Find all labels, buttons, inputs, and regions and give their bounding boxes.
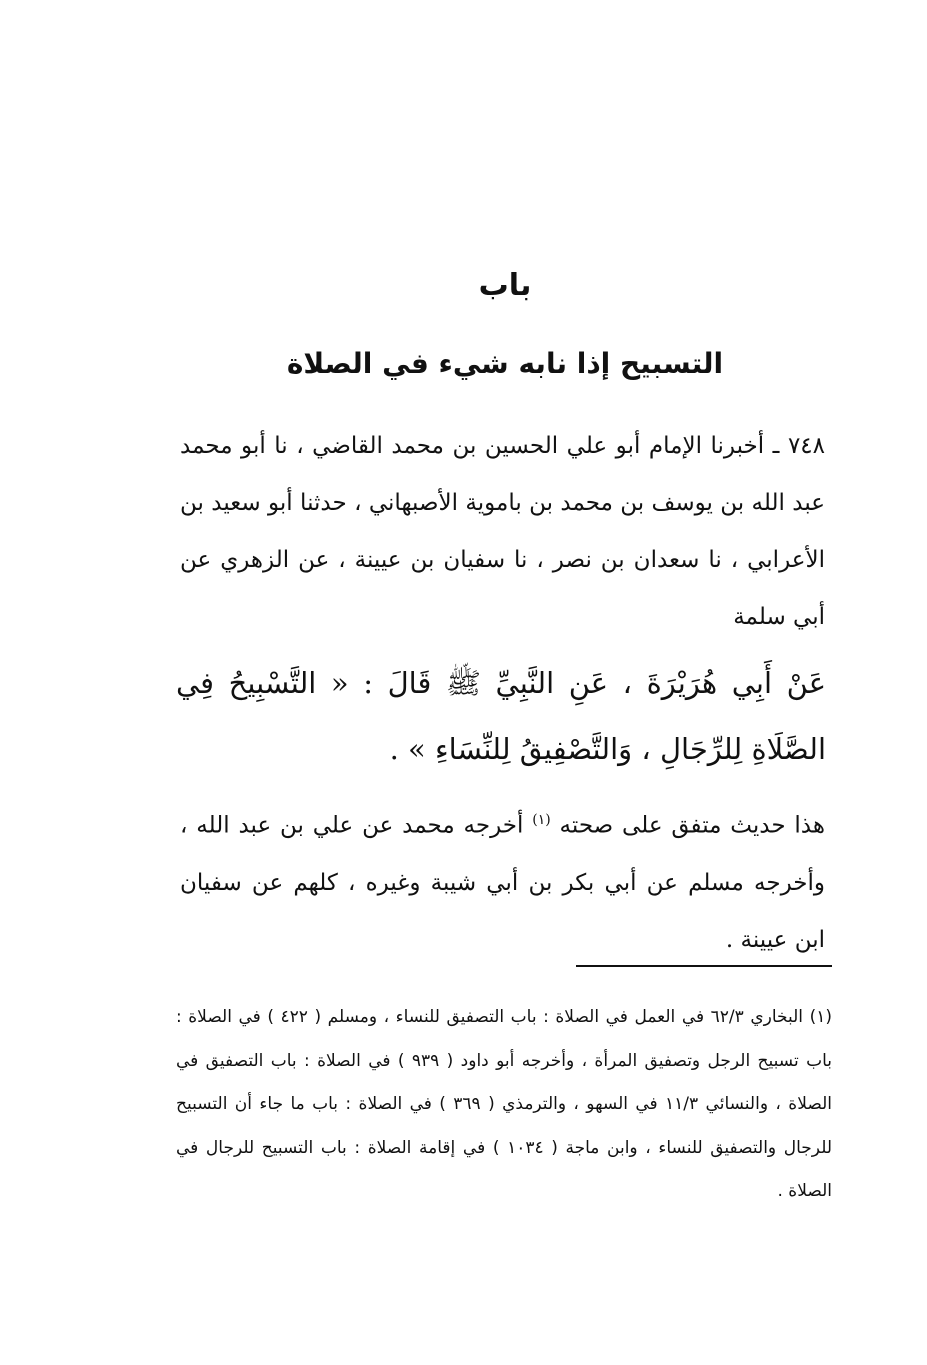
commentary-text-start: هذا حديث متفق على صحته bbox=[559, 812, 825, 839]
footnote-reference: (١) bbox=[532, 812, 551, 828]
footnote: (١) البخاري ٦٢/٣ في العمل في الصلاة : باب التصفيق للنساء ، ومسلم ( ٤٢٢ ) في الصلاة : باب تسبيح الرجل وتصفيق المرأة ، وأخرجه أبو داود ( ٩٣٩ ) في الصلاة : باب التصفيق في الصلاة ، والنسائي ١١/٣ في السهو ، والترمذي ( ٣٦٩ ) في الصلاة : باب ما جاء أن التسبيح للرجال والتصفيق للنساء ، وابن ماجة ( ١٠٣٤ ) في إقامة الصلاة : باب التسبيح للرجال في الصلاة . bbox=[176, 1007, 832, 1201]
footnote-divider bbox=[576, 965, 832, 967]
commentary-text-end: أخرجه محمد عن علي بن عبد الله ، وأخرجه مسلم عن أبي بكر بن أبي شيبة وغيره ، كلهم عن سفيان ابن عيينة . bbox=[180, 812, 825, 953]
hadith-isnad: ٧٤٨ ـ أخبرنا الإمام أبو علي الحسين بن محمد القاضي ، نا أبو محمد عبد الله بن يوسف بن محمد بن باموية الأصبهاني ، حدثنا أبو سعيد بن الأعرابي ، نا سعدان بن نصر ، نا سفيان بن عيينة ، عن الزهري عن أبي سلمة bbox=[180, 433, 825, 630]
hadith-commentary bbox=[180, 792, 825, 969]
chapter-label: باب bbox=[478, 268, 532, 303]
hadith-matn: عَنْ أَبِي هُرَيْرَةَ ، عَنِ النَّبِيِّ ﷺ قَالَ : « التَّسْبِيحُ فِي الصَّلَاةِ لِلرِّجَالِ ، وَالتَّصْفِيقُ لِلنِّسَاءِ » . bbox=[176, 666, 826, 766]
chapter-title: التسبيح إذا نابه شيء في الصلاة bbox=[286, 347, 724, 380]
